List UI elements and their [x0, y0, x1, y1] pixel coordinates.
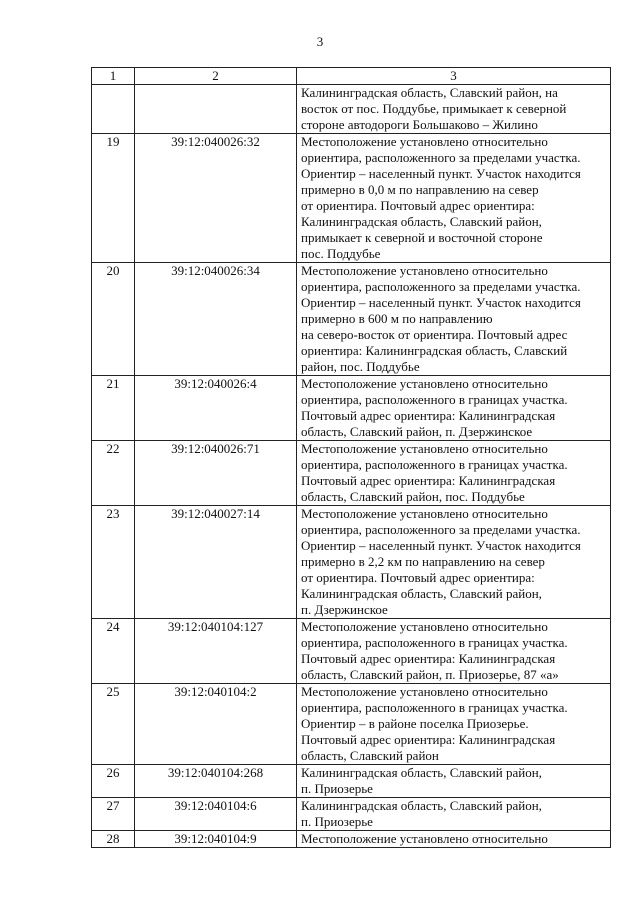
cadastral-number-cell: 39:12:040104:6: [135, 798, 297, 831]
header-cell-3: 3: [297, 68, 611, 85]
table-row: [92, 263, 611, 376]
page-number: 3: [316, 34, 324, 49]
land-plots-table: [91, 67, 611, 848]
table-row: [92, 798, 611, 831]
cadastral-number-cell: 39:12:040026:32: [135, 134, 297, 263]
row-number-cell: 23: [92, 506, 135, 619]
row-number-cell: 22: [92, 441, 135, 506]
table-row: [92, 441, 611, 506]
table-header-row: [92, 68, 611, 85]
table-row: [92, 619, 611, 684]
header-cell-1: 1: [92, 68, 135, 85]
cadastral-number-cell: 39:12:040026:71: [135, 441, 297, 506]
row-number-cell: 26: [92, 765, 135, 798]
location-description-cell: Калининградская область, Славский район, на восток от пос. Поддубье, примыкает к северной стороне автодороги Большаково – Жилино: [297, 85, 611, 134]
row-number-cell: 21: [92, 376, 135, 441]
cadastral-number-cell: 39:12:040026:34: [135, 263, 297, 376]
location-description-cell: Местоположение установлено относительно ориентира, расположенного в границах участка. Почтовый адрес ориентира: Калининградская область, Славский район, п. Дзержинское: [297, 376, 611, 441]
location-description-cell: Калининградская область, Славский район, п. Приозерье: [297, 798, 611, 831]
table-row: [92, 684, 611, 765]
location-description-cell: Местоположение установлено относительно ориентира, расположенного в границах участка. Почтовый адрес ориентира: Калининградская область, Славский район, п. Приозерье, 87 «а»: [297, 619, 611, 684]
table-row: [92, 506, 611, 619]
header-cell-2: 2: [135, 68, 297, 85]
location-description-cell: Местоположение установлено относительно ориентира, расположенного за пределами участка. Ориентир – населенный пункт. Участок находится примерно в 2,2 км по направлению на север от ориентира. Почтовый адрес ориентира: Калининградская область, Славский район, п. Дзержинское: [297, 506, 611, 619]
row-number-cell: 28: [92, 831, 135, 848]
table-row: [92, 85, 611, 134]
row-number-cell: 25: [92, 684, 135, 765]
cadastral-number-cell: 39:12:040104:9: [135, 831, 297, 848]
row-number-cell: 19: [92, 134, 135, 263]
location-description-cell: Местоположение установлено относительно: [297, 831, 611, 848]
row-number-cell: 24: [92, 619, 135, 684]
location-description-cell: Местоположение установлено относительно ориентира, расположенного в границах участка. Почтовый адрес ориентира: Калининградская область, Славский район, пос. Поддубье: [297, 441, 611, 506]
cadastral-number-cell: 39:12:040104:127: [135, 619, 297, 684]
location-description-cell: Калининградская область, Славский район, п. Приозерье: [297, 765, 611, 798]
cadastral-number-cell: 39:12:040104:2: [135, 684, 297, 765]
location-description-cell: Местоположение установлено относительно ориентира, расположенного за пределами участка. Ориентир – населенный пункт. Участок находится примерно в 600 м по направлению на северо-восток от ориентира. Почтовый адрес ориентира: Калининградская область, Славский район, пос. Поддубье: [297, 263, 611, 376]
cadastral-number-cell: [135, 85, 297, 134]
cadastral-number-cell: 39:12:040104:268: [135, 765, 297, 798]
cadastral-number-cell: 39:12:040027:14: [135, 506, 297, 619]
row-number-cell: 27: [92, 798, 135, 831]
table-row: [92, 765, 611, 798]
table-row: [92, 134, 611, 263]
row-number-cell: [92, 85, 135, 134]
cadastral-number-cell: 39:12:040026:4: [135, 376, 297, 441]
location-description-cell: Местоположение установлено относительно ориентира, расположенного за пределами участка. Ориентир – населенный пункт. Участок находится примерно в 0,0 м по направлению на север от ориентира. Почтовый адрес ориентира: Калининградская область, Славский район, примыкает к северной и восточной стороне пос. Поддубье: [297, 134, 611, 263]
table-row: [92, 376, 611, 441]
table-row: [92, 831, 611, 848]
row-number-cell: 20: [92, 263, 135, 376]
location-description-cell: Местоположение установлено относительно ориентира, расположенного в границах участка. Ориентир – в районе поселка Приозерье. Почтовый адрес ориентира: Калининградская область, Славский район: [297, 684, 611, 765]
